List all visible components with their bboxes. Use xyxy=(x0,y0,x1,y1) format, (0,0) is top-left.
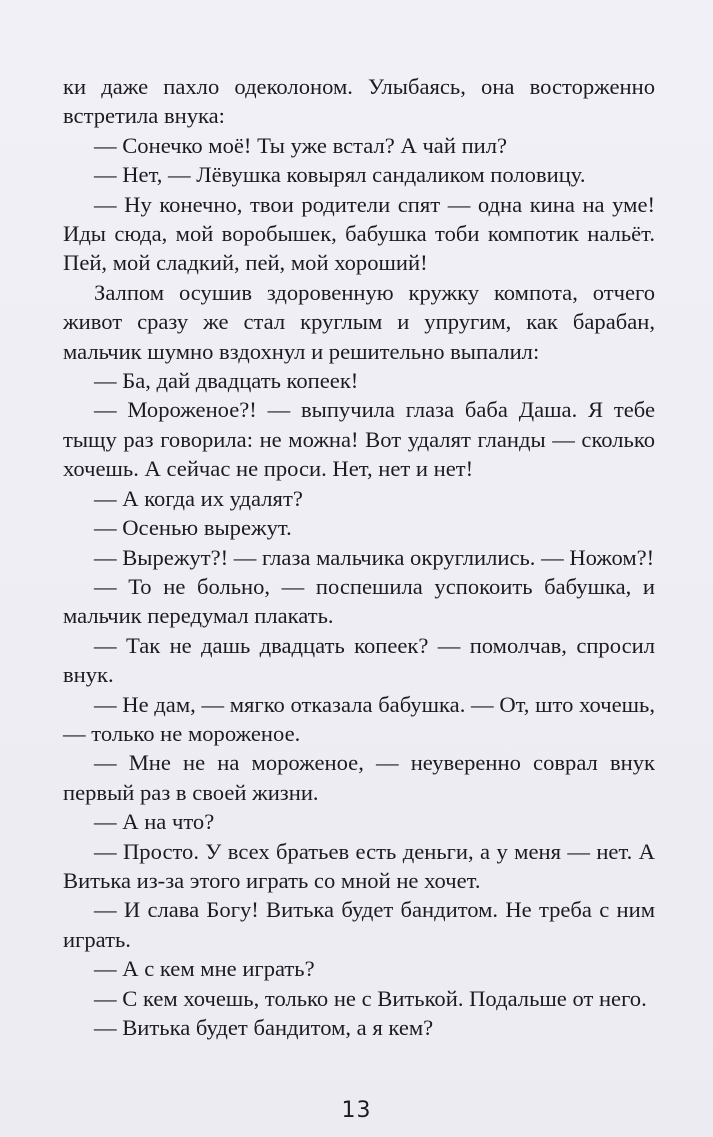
paragraph: — Просто. У всех братьев есть деньги, а у меня — нет. А Витька из-за этого играть со мной не хочет. xyxy=(63,838,655,893)
paragraph: — А на что? xyxy=(94,809,215,835)
paragraph: ки даже пахло одеколоном. Улыбаясь, она восторженно встретила внука: xyxy=(63,74,655,129)
paragraph: — Ну конечно, твои родители спят — одна кина на уме! Иды сюда, мой воробышек, бабушка тоби компотик нальёт. Пей, мой сладкий, пей, мой хороший! xyxy=(63,191,655,276)
paragraph: — Мороженое?! — выпучила глаза баба Даша. Я тебе тыщу раз говорила: не можна! Вот удалят гланды — сколько хочешь. А сейчас не проси. Нет, нет и нет! xyxy=(63,397,655,482)
paragraph: — С кем хочешь, только не с Витькой. Подальше от него. xyxy=(94,985,647,1011)
paragraph: — Нет, — Лёвушка ковырял сандаликом половицу. xyxy=(94,162,586,188)
paragraph: — А с кем мне играть? xyxy=(94,956,315,982)
paragraph: — Сонечко моё! Ты уже встал? А чай пил? xyxy=(94,132,508,158)
paragraph: — И слава Богу! Витька будет бандитом. Не треба с ним играть. xyxy=(63,897,655,952)
paragraph: — Не дам, — мягко отказала бабушка. — От, што хочешь, — только не мороженое. xyxy=(63,691,655,746)
paragraph: — То не больно, — поспешила успокоить бабушка, и мальчик передумал плакать. xyxy=(63,573,655,629)
paragraph: Залпом осушив здоровенную кружку компота, отчего живот сразу же стал круглым и упругим, как барабан, мальчик шумно вздохнул и решительно выпалил: xyxy=(63,279,655,364)
paragraph: — Мне не на мороженое, — неуверенно соврал внук первый раз в своей жизни. xyxy=(63,750,655,805)
page-number: 13 xyxy=(341,1098,372,1123)
paragraph: — А когда их удалят? xyxy=(94,485,303,511)
paragraph: — Вырежут?! — глаза мальчика округлились. — Ножом?! xyxy=(94,544,655,570)
paragraph: — Ба, дай двадцать копеек! xyxy=(94,368,359,394)
paragraph: — Так не дашь двадцать копеек? — помолчав, спросил внук. xyxy=(63,632,655,688)
body-text xyxy=(63,72,655,1042)
paragraph: — Осенью вырежут. xyxy=(94,515,292,541)
paragraph: — Витька будет бандитом, а я кем? xyxy=(94,1015,434,1040)
